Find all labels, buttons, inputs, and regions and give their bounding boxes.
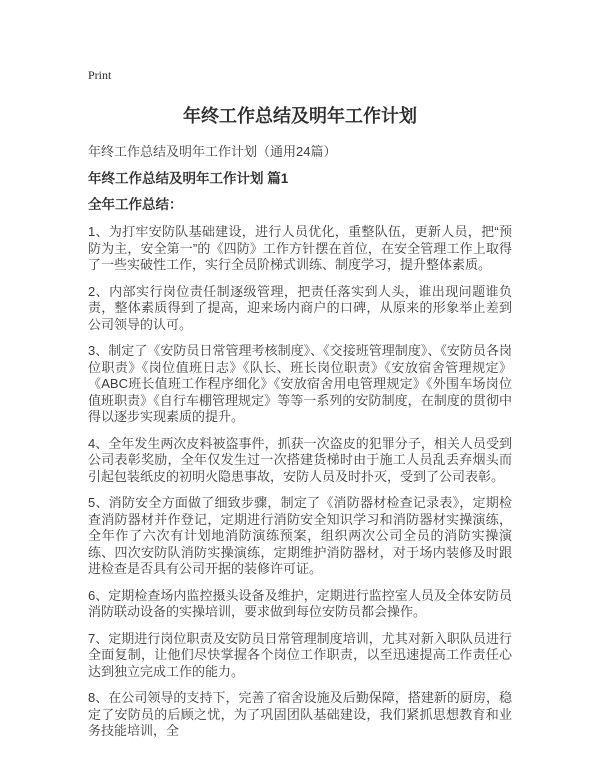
paragraph-6: 6、定期检查场内监控摄头设备及维护，定期进行监控室人员及全体安防员消防联动设备的实操培训，要求做到每位安防员都会操作。 (88, 587, 512, 619)
document-subtitle: 年终工作总结及明年工作计划（通用24篇） (88, 144, 337, 159)
paragraph-2: 2、内部实行岗位责任制逐级管理，把责任落实到人头，谁出现问题谁负责，整体素质得到了提高，迎来场内商户的口碑，从原来的形象举止差到公司领导的认可。 (88, 283, 512, 332)
paragraph-3: 3、制定了《安防员日常管理考核制度》、《交接班管理制度》、《安防员各岗位职责》《岗位值班日志》《队长、班长岗位职责》《安放宿舍管理规定》《ABC班长值班工作程序细化》《安放宿舍用电管理规定》《外围车场岗位值班职责》《自行车棚管理规定》等等一系列的安防制度，在制度的贯彻中得以逐步实现素质的提升。 (88, 343, 512, 424)
paragraph-7: 7、定期进行岗位职责及安防员日常管理制度培训，尤其对新入职队员进行全面复制，让他们尽快掌握各个岗位工作职责，以至迅速提高工作责任心达到独立完成工作的能力。 (88, 630, 512, 679)
document-body (88, 224, 512, 740)
paragraph-5: 5、消防安全方面做了细致步骤，制定了《消防器材检查记录表》，定期检查消防器材并作登记，定期进行消防安全知识学习和消防器材实操演练，全年作了六次有计划地消防演练预案，组织两次公司全员的消防实操演练、四次安防队消防实操演练，定期维护消防器材，对于场内装修及时跟进检查是否具有公司开据的装修许可证。 (88, 495, 512, 576)
page-title: 年终工作总结及明年工作计划 (183, 106, 417, 126)
section-subheading: 全年工作总结： (88, 197, 183, 212)
paragraph-4: 4、全年发生两次皮料被盗事件，抓获一次盗皮的犯罪分子，相关人员受到公司表彰奖励，全年仅发生过一次搭建货梯时由于施工人员乱丢弃烟头而引起包装纸皮的初明火隐患事故，安防人员及时扑灭，受到了公司表彰。 (88, 435, 512, 484)
section-title: 年终工作总结及明年工作计划 篇1 (88, 171, 289, 186)
paragraph-1: 1、为打牢安防队基础建设，进行人员优化，重整队伍，更新人员，把“预防为主，安全第一”的《四防》工作方针摆在首位，在安全管理工作上取得了一些实破性工作，实行全员阶梯式训练、制度学习，提升整体素质。 (88, 224, 512, 272)
print-button[interactable]: Print (88, 68, 112, 82)
paragraph-8: 8、在公司领导的支持下，完善了宿舍设施及后勤保障，搭建新的厨房，稳定了安防员的后顾之忧，为了巩固团队基础建设，我们紧抓思想教育和业务技能培训，全 (88, 690, 512, 738)
